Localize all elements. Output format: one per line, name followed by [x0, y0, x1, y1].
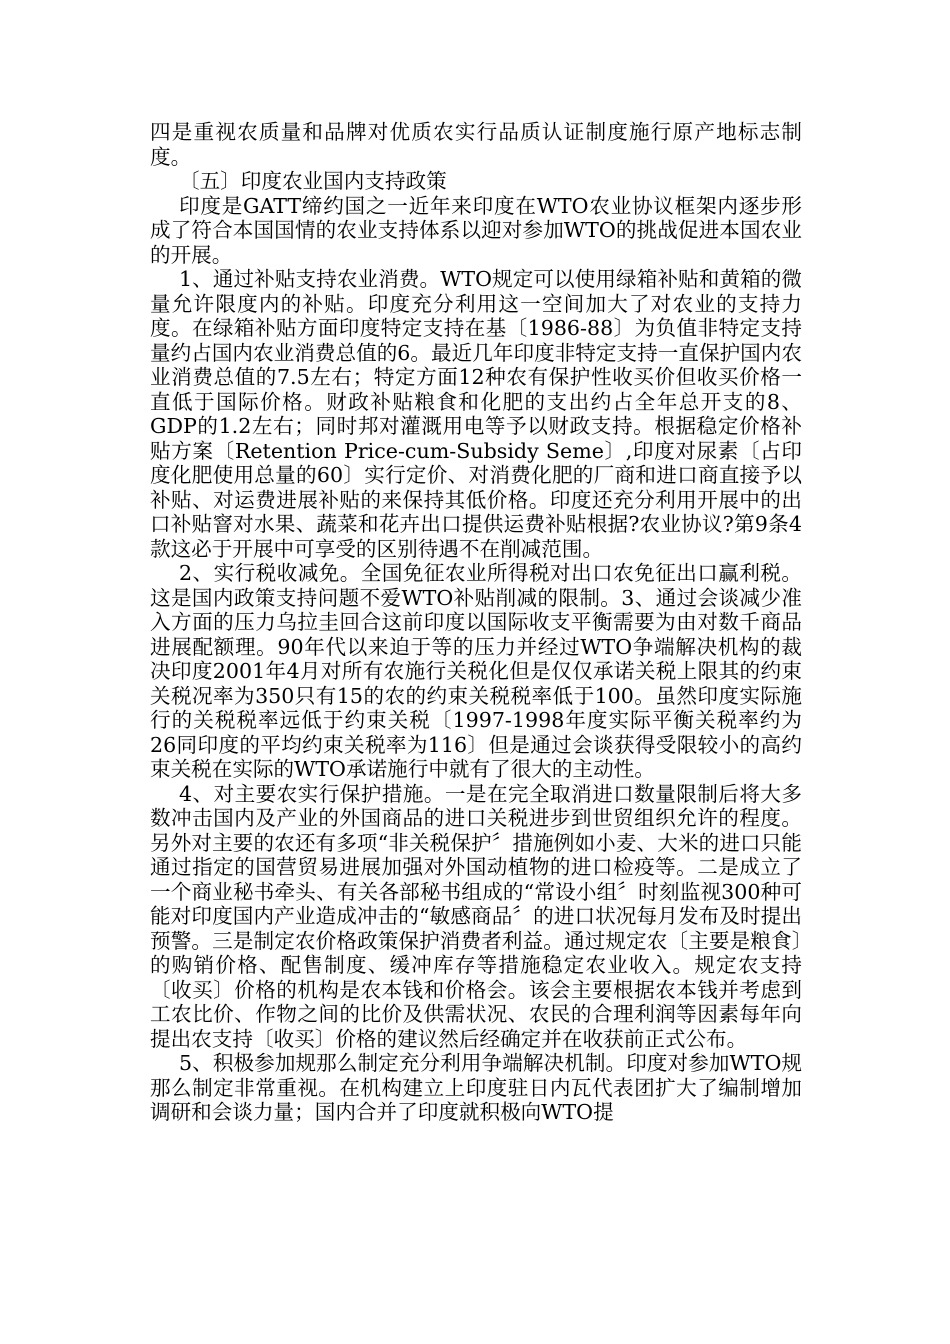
paragraph-protection-measures: 4、对主要农实行保护措施。一是在完全取消进口数量限制后将大多数冲击国内及产业的外国商品的进口关税进步到世贸组织允许的程度。另外对主要的农还有多项“非关税保护〞措施例如小麦、大米的进口只能通过指定的国营贸易进展加强对外国动植物的进口检疫等。二是成立了一个商业秘书牵头、有关各部秘书组成的“常设小组〞时刻监视300种可能对印度国内产业造成冲击的“敏感商品〞的进口状况每月发布及时提出预警。三是制定农价格政策保护消费者利益。通过规定农〔主要是粮食〕的购销价格、配售制度、缓冲库存等措施稳定农业收入。规定农支持〔收买〕价格的机构是农本钱和价格会。该会主要根据农本钱并考虑到工农比价、作物之间的比价及供需状况、农民的合理利润等因素每年向提出农支持〔收买〕价格的建议然后经确定并在收获前正式公布。 [150, 781, 802, 1051]
paragraph-quality-certification: 四是重视农质量和品牌对优质农实行品质认证制度施行原产地标志制度。 [150, 120, 802, 169]
paragraph-subsidy-support: 1、通过补贴支持农业消费。WTO规定可以使用绿箱补贴和黄箱的微量允许限度内的补贴。印度充分利用这一空间加大了对农业的支持力度。在绿箱补贴方面印度特定支持在基〔1986-88〕为负值非特定支持量约占国内农业消费总值的6。最近几年印度非特定支持一直保护国内农业消费总值的7.5左右；特定方面12种农有保护性收买价但收买价格一直低于国际价格。财政补贴粮食和化肥的支出约占全年总开支的8、GDP的1.2左右；同时邦对灌溉用电等予以财政支持。根据稳定价格补贴方案〔Retention Price-cum-Subsidy Seme〕,印度对尿素〔占印度化肥使用总量的60〕实行定价、对消费化肥的厂商和进口商直接予以补贴、对运费进展补贴的来保持其低价格。印度还充分利用开展中的出口补贴窨对水果、蔬菜和花卉出口提供运费补贴根据?农业协议?第9条4款这必于开展中可享受的区别待遇不在削减范围。 [150, 267, 802, 561]
paragraph-rule-making: 5、积极参加规那么制定充分利用争端解决机制。印度对参加WTO规那么制定非常重视。在机构建立上印度驻日内瓦代表团扩大了编制增加调研和会谈力量；国内合并了印度就积极向WTO提 [150, 1051, 802, 1124]
paragraph-gatt-intro: 印度是GATT缔约国之一近年来印度在WTO农业协议框架内逐步形成了符合本国国情的农业支持体系以迎对参加WTO的挑战促进本国农业的开展。 [150, 193, 802, 267]
section-heading-domestic-support: 〔五〕印度农业国内支持政策 [179, 169, 447, 193]
document-body [150, 120, 802, 1125]
paragraph-tax-relief: 2、实行税收减免。全国免征农业所得税对出口农免征出口赢利税。这是国内政策支持问题不爱WTO补贴削减的限制。3、通过会谈减少准入方面的压力乌拉圭回合这前印度以国际收支平衡需要为由对数千商品进展配额理。90年代以来迫于等的压力并经过WTO争端解决机构的裁决印度2001年4月对所有农施行关税化但是仅仅承诺关税上限其的约束关税况率为350只有15的农的约束关税税率低于100。虽然印度实际施行的关税税率远低于约束关税〔1997-1998年度实际平衡关税率约为26同印度的平均约束关税率为116〕但是通过会谈获得受限较小的高约束关税在实际的WTO承诺施行中就有了很大的主动性。 [150, 561, 802, 781]
